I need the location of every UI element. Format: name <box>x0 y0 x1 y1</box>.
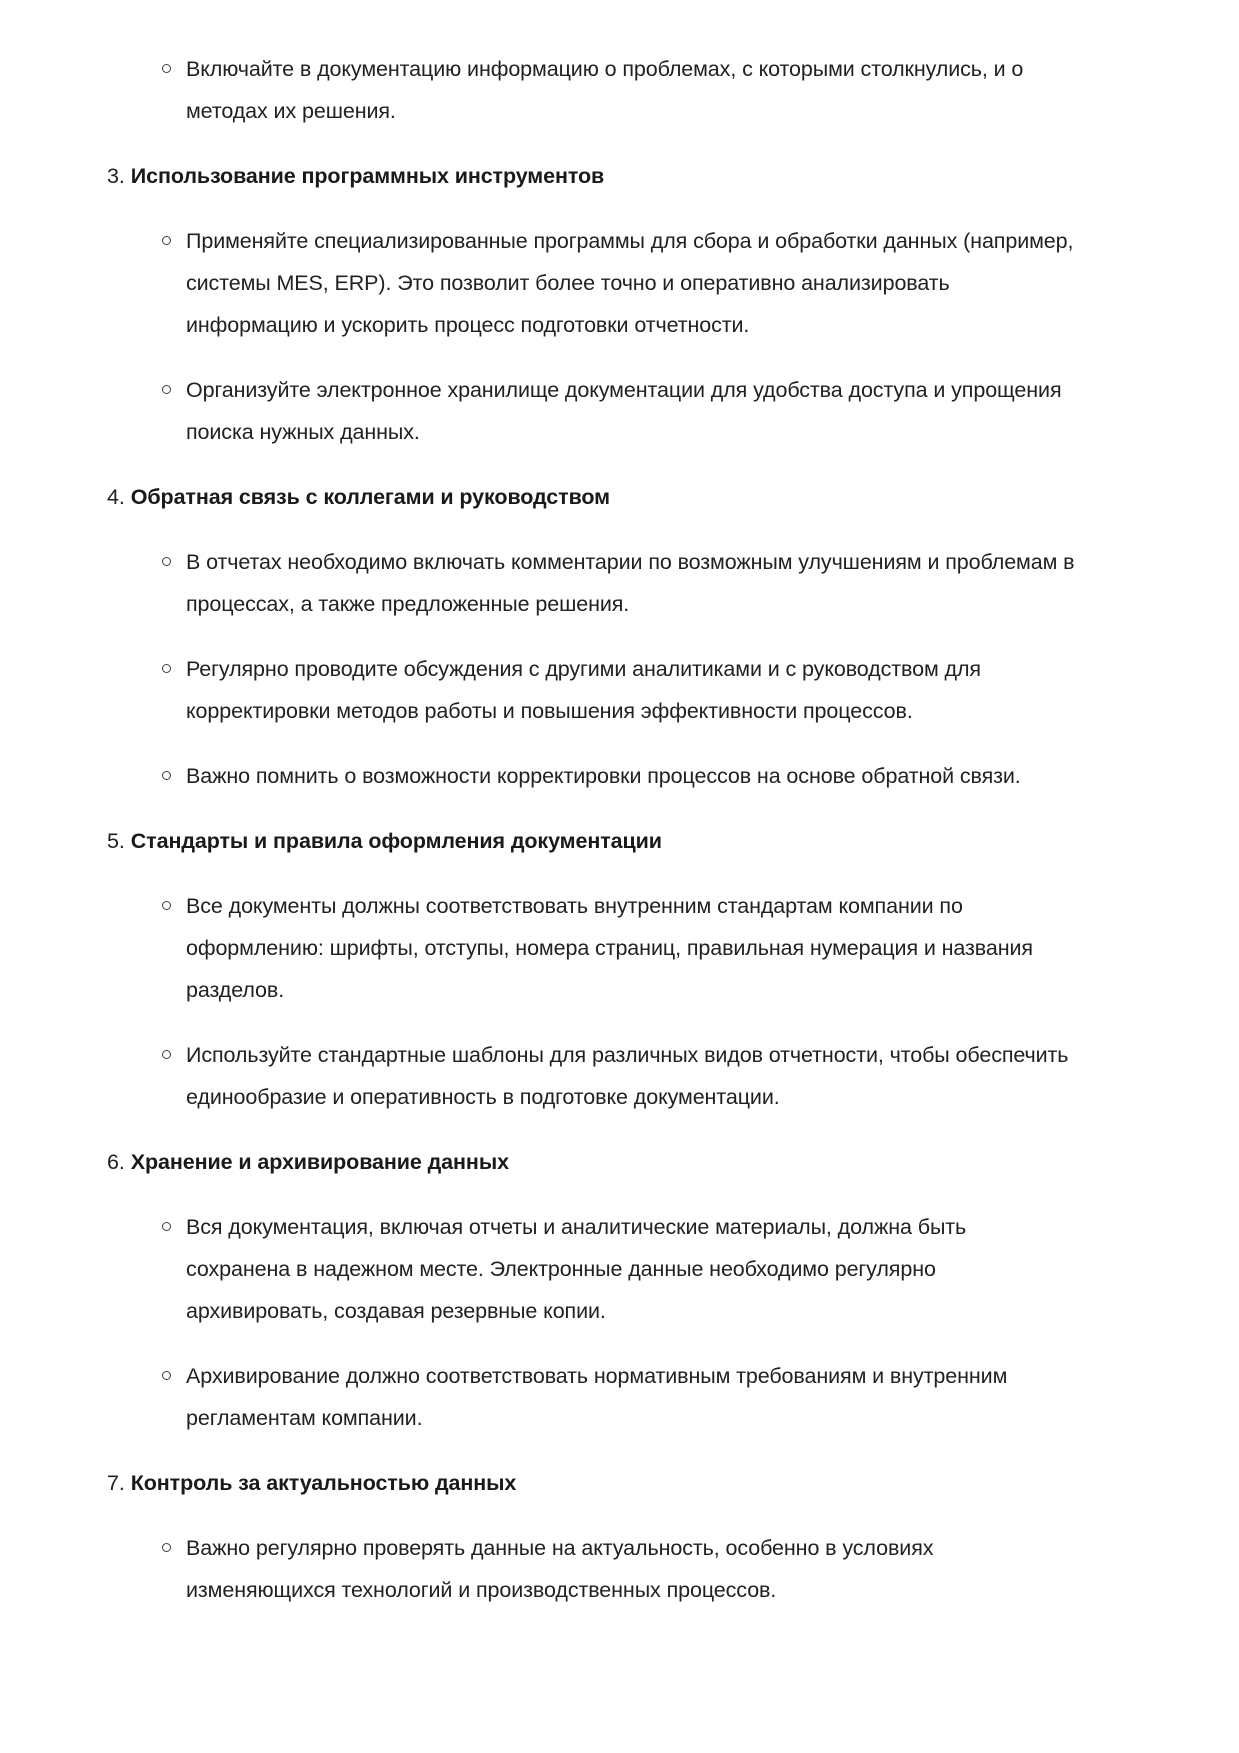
circle-bullet-icon <box>162 1543 171 1552</box>
bullet-list <box>107 220 1169 453</box>
section-heading-5 <box>107 820 1067 862</box>
bullet-text: Применяйте специализированные программы для сбора и обработки данных (например, системы MES, ERP). Это позволит более точно и оперативно анализировать информацию и ускорить процесс подготовки отчетности. <box>186 229 1074 337</box>
bullet-text: В отчетах необходимо включать комментарии по возможным улучшениям и проблемам в процессах, а также предложенные решения. <box>186 550 1075 616</box>
section-number: 7. <box>107 1471 125 1495</box>
circle-bullet-icon <box>162 385 171 394</box>
bullet-list <box>107 541 1169 797</box>
list-item <box>186 885 1076 1011</box>
section-number: 4. <box>107 485 125 509</box>
list-item <box>186 755 1076 797</box>
list-item <box>186 1527 1076 1611</box>
bullet-text: Используйте стандартные шаблоны для различных видов отчетности, чтобы обеспечить единообразие и оперативность в подготовке документации. <box>186 1043 1069 1109</box>
circle-bullet-icon <box>162 901 171 910</box>
circle-bullet-icon <box>162 1222 171 1231</box>
bullet-text: Важно помнить о возможности корректировки процессов на основе обратной связи. <box>186 764 1021 788</box>
circle-bullet-icon <box>162 771 171 780</box>
section-title-text: Обратная связь с коллегами и руководством <box>130 485 610 509</box>
bullet-text: Организуйте электронное хранилище документации для удобства доступа и упрощения поиска нужных данных. <box>186 378 1062 444</box>
bullet-text: Все документы должны соответствовать внутренним стандартам компании по оформлению: шрифты, отступы, номера страниц, правильная нумерация и названия разделов. <box>186 894 1033 1002</box>
circle-bullet-icon <box>162 64 171 73</box>
section-number: 5. <box>107 829 125 853</box>
list-item <box>186 1206 1076 1332</box>
section-heading-4 <box>107 476 1067 518</box>
section-title-text: Использование программных инструментов <box>130 164 605 188</box>
section-title-text: Стандарты и правила оформления документации <box>130 829 662 853</box>
bullet-text: Регулярно проводите обсуждения с другими аналитиками и с руководством для корректировки методов работы и повышения эффективности процессов. <box>186 657 981 723</box>
circle-bullet-icon <box>162 236 171 245</box>
section-heading-3 <box>107 155 1067 197</box>
bullet-list <box>107 1206 1169 1439</box>
bullet-text: Архивирование должно соответствовать нормативным требованиям и внутренним регламентам компании. <box>186 1364 1008 1430</box>
circle-bullet-icon <box>162 1371 171 1380</box>
bullet-list <box>107 1527 1169 1611</box>
bullet-list <box>107 48 1169 132</box>
list-item <box>186 48 1076 132</box>
bullet-text: Включайте в документацию информацию о проблемах, с которыми столкнулись, и о методах их решения. <box>186 57 1024 123</box>
list-item <box>186 1355 1076 1439</box>
list-item <box>186 1034 1076 1118</box>
section-number: 6. <box>107 1150 125 1174</box>
section-heading-7 <box>107 1462 1067 1504</box>
list-item <box>186 541 1076 625</box>
list-item <box>186 369 1076 453</box>
section-title-text: Контроль за актуальностью данных <box>130 1471 517 1495</box>
section-heading-6 <box>107 1141 1067 1183</box>
list-item <box>186 220 1076 346</box>
bullet-text: Важно регулярно проверять данные на актуальность, особенно в условиях изменяющихся технологий и производственных процессов. <box>186 1536 934 1602</box>
list-item <box>186 648 1076 732</box>
circle-bullet-icon <box>162 664 171 673</box>
bullet-list <box>107 885 1169 1118</box>
circle-bullet-icon <box>162 557 171 566</box>
section-title-text: Хранение и архивирование данных <box>130 1150 509 1174</box>
bullet-text: Вся документация, включая отчеты и аналитические материалы, должна быть сохранена в надежном месте. Электронные данные необходимо регулярно архивировать, создавая резервные копии. <box>186 1215 967 1323</box>
section-number: 3. <box>107 164 125 188</box>
circle-bullet-icon <box>162 1050 171 1059</box>
